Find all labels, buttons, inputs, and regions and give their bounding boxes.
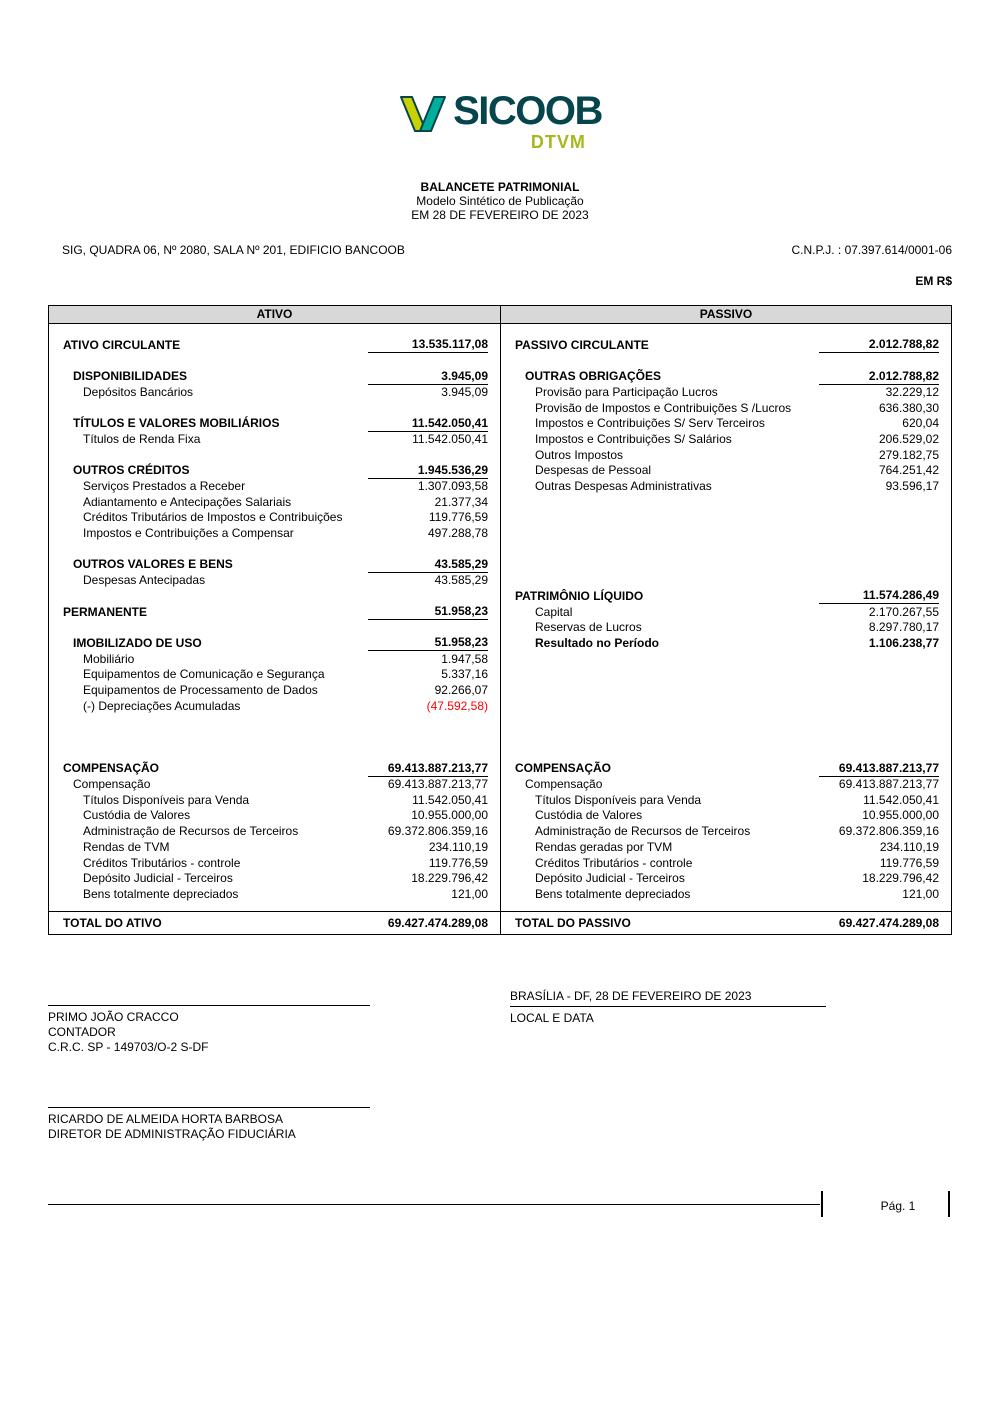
row-label: Impostos e Contribuições S/ Serv Terceiros — [535, 416, 765, 431]
table-row — [49, 557, 500, 573]
row-label: Custódia de Valores — [83, 808, 191, 823]
total-passivo-label: TOTAL DO PASSIVO — [515, 915, 631, 930]
row-value: 11.574.286,49 — [819, 589, 939, 604]
row-value: 10.955.000,00 — [411, 808, 488, 823]
row-value: 69.413.887.213,77 — [819, 762, 939, 777]
spacer-row — [501, 541, 951, 557]
row-label: Adiantamento e Antecipações Salariais — [83, 494, 292, 509]
document-title: BALANCETE PATRIMONIAL — [420, 180, 580, 194]
row-label: OUTRAS OBRIGAÇÕES — [525, 369, 662, 384]
row-label: Rendas geradas por TVM — [535, 839, 673, 854]
row-label: Equipamentos de Comunicação e Segurança — [83, 667, 325, 682]
table-row — [49, 855, 500, 871]
address-row — [48, 243, 952, 257]
signer2-name: RICARDO DE ALMEIDA HORTA BARBOSA — [48, 1112, 283, 1126]
page-number: Pág. 1 — [880, 1199, 916, 1213]
table-row — [501, 588, 951, 604]
document-subtitle: Modelo Sintético de Publicação — [416, 194, 584, 208]
table-row — [501, 619, 951, 635]
row-label: Compensação — [525, 777, 603, 792]
signature-block-diretor — [48, 1107, 370, 1142]
row-value: 1.945.536,29 — [368, 464, 488, 479]
table-row — [49, 525, 500, 541]
signature-line — [48, 1005, 370, 1006]
table-row — [49, 792, 500, 808]
row-label: Capital — [535, 604, 573, 619]
row-value: 69.413.887.213,77 — [368, 762, 488, 777]
table-row — [49, 870, 500, 886]
row-label: Títulos Disponíveis para Venda — [83, 792, 250, 807]
table-row — [49, 478, 500, 494]
table-row — [49, 666, 500, 682]
table-row — [49, 651, 500, 667]
table-row — [501, 886, 951, 902]
table-row — [49, 761, 500, 777]
row-value: 32.229,12 — [885, 384, 939, 399]
row-label: COMPENSAÇÃO — [63, 761, 160, 776]
row-label: Depósito Judicial - Terceiros — [83, 871, 233, 886]
table-row — [501, 478, 951, 494]
total-ativo-label: TOTAL DO ATIVO — [63, 915, 162, 930]
logo-area — [0, 90, 1000, 152]
row-value: (47.592,58) — [426, 698, 488, 713]
row-value: 51.958,23 — [368, 636, 488, 651]
table-row — [49, 808, 500, 824]
row-value: 119.776,59 — [879, 855, 939, 870]
local-date-block — [510, 989, 826, 1026]
row-value: 8.297.780,17 — [868, 620, 939, 635]
row-value: 121,00 — [451, 886, 488, 901]
ativo-column — [49, 324, 500, 911]
row-value: 11.542.050,41 — [863, 792, 939, 807]
spacer-row — [49, 400, 500, 416]
row-value: 2.012.788,82 — [819, 370, 939, 385]
row-label: COMPENSAÇÃO — [515, 761, 612, 776]
row-value: 10.955.000,00 — [862, 808, 939, 823]
row-label: Títulos de Renda Fixa — [83, 431, 201, 446]
table-row — [501, 337, 951, 353]
row-value: 18.229.796,42 — [411, 871, 488, 886]
table-body — [49, 324, 951, 911]
currency-label: EM R$ — [915, 274, 952, 288]
row-value: 69.372.806.359,16 — [387, 824, 488, 839]
row-label: Créditos Tributários - controle — [83, 855, 241, 870]
footer-rule — [48, 1204, 820, 1205]
table-row — [501, 870, 951, 886]
row-value: 13.535.117,08 — [368, 338, 488, 353]
row-label: Títulos Disponíveis para Venda — [535, 792, 702, 807]
row-value: 92.266,07 — [434, 682, 488, 697]
table-row — [501, 431, 951, 447]
table-row — [501, 823, 951, 839]
table-row — [49, 635, 500, 651]
row-label: Resultado no Período — [535, 635, 660, 650]
row-value: 51.958,23 — [368, 605, 488, 620]
row-label: (-) Depreciações Acumuladas — [83, 698, 241, 713]
total-ativo-value: 69.427.474.289,08 — [387, 915, 488, 930]
row-value: 2.170.267,55 — [868, 604, 939, 619]
ativo-column-header: ATIVO — [256, 307, 293, 321]
table-row — [501, 776, 951, 792]
table-row — [501, 761, 951, 777]
row-label: Equipamentos de Processamento de Dados — [83, 682, 318, 697]
row-label: PATRIMÔNIO LÍQUIDO — [515, 588, 644, 603]
row-label: Créditos Tributários de Impostos e Contribuições — [83, 510, 343, 525]
row-label: Despesas de Pessoal — [535, 463, 652, 478]
table-row — [49, 494, 500, 510]
table-row — [49, 384, 500, 400]
row-label: Compensação — [73, 777, 151, 792]
total-passivo-row — [500, 912, 951, 934]
logo-text — [453, 90, 602, 152]
row-label: Mobiliário — [83, 651, 135, 666]
total-passivo-value: 69.427.474.289,08 — [838, 915, 939, 930]
row-label: Reservas de Lucros — [535, 620, 642, 635]
company-address: SIG, QUADRA 06, Nº 2080, SALA Nº 201, EDIFICIO BANCOOB — [62, 243, 405, 257]
logo-brand-text: SICOOB — [453, 89, 602, 133]
row-label: Serviços Prestados a Receber — [83, 479, 246, 494]
spacer-row — [49, 714, 500, 730]
row-label: IMOBILIZADO DE USO — [73, 635, 202, 650]
row-label: TÍTULOS E VALORES MOBILIÁRIOS — [73, 416, 280, 431]
row-label: Provisão de Impostos e Contribuições S /Lucros — [535, 400, 792, 415]
row-label: Créditos Tributários - controle — [535, 855, 693, 870]
row-value: 21.377,34 — [434, 494, 488, 509]
sicoob-v-icon — [398, 94, 448, 134]
spacer-row — [49, 588, 500, 604]
row-value: 69.372.806.359,16 — [838, 824, 939, 839]
spacer-row — [49, 353, 500, 369]
spacer-row — [501, 494, 951, 510]
signer2-role: DIRETOR DE ADMINISTRAÇÃO FIDUCIÁRIA — [48, 1127, 296, 1141]
row-label: Outros Impostos — [535, 447, 624, 462]
row-value: 93.596,17 — [885, 479, 939, 494]
row-value: 2.012.788,82 — [819, 338, 939, 353]
footer-tick-right — [948, 1191, 950, 1217]
table-row — [501, 368, 951, 384]
spacer-row — [49, 447, 500, 463]
row-label: Bens totalmente depreciados — [535, 886, 691, 901]
row-label: Depósito Judicial - Terceiros — [535, 871, 685, 886]
signer1-name: PRIMO JOÃO CRACCO — [48, 1010, 179, 1024]
table-row — [49, 776, 500, 792]
table-row — [501, 855, 951, 871]
row-value: 119.776,59 — [428, 855, 488, 870]
row-label: Bens totalmente depreciados — [83, 886, 239, 901]
sicoob-dtvm-logo — [398, 90, 602, 152]
row-value: 497.288,78 — [427, 526, 488, 541]
row-value: 206.529,02 — [878, 431, 939, 446]
document-date: EM 28 DE FEVEREIRO DE 2023 — [411, 208, 589, 222]
table-row — [49, 463, 500, 479]
signature-block-contador — [48, 1005, 370, 1055]
spacer-row — [501, 682, 951, 698]
table-row — [49, 572, 500, 588]
table-row — [49, 431, 500, 447]
row-value: 43.585,29 — [368, 558, 488, 573]
signer1-crc: C.R.C. SP - 149703/O-2 S-DF — [48, 1040, 209, 1054]
row-value: 43.585,29 — [434, 573, 488, 588]
row-label: ATIVO CIRCULANTE — [63, 337, 181, 352]
table-row — [49, 510, 500, 526]
spacer-row — [501, 510, 951, 526]
row-label: Provisão para Participação Lucros — [535, 384, 718, 399]
spacer-row — [49, 745, 500, 761]
spacer-row — [49, 619, 500, 635]
table-row — [501, 415, 951, 431]
document-titles — [0, 180, 1000, 222]
balance-sheet-table — [48, 305, 952, 935]
table-header-row — [49, 306, 951, 324]
row-label: Despesas Antecipadas — [83, 573, 206, 588]
row-value: 11.542.050,41 — [368, 417, 488, 432]
signature-line — [48, 1107, 370, 1108]
row-label: PERMANENTE — [63, 604, 148, 619]
row-value: 3.945,09 — [441, 384, 488, 399]
table-row — [49, 698, 500, 714]
row-value: 620,04 — [902, 416, 939, 431]
row-value: 69.413.887.213,77 — [387, 777, 488, 792]
row-label: OUTROS CRÉDITOS — [73, 463, 190, 478]
local-date-label: LOCAL E DATA — [510, 1011, 594, 1025]
row-label: Outras Despesas Administrativas — [535, 479, 712, 494]
table-row — [501, 463, 951, 479]
spacer-row — [501, 525, 951, 541]
row-value: 18.229.796,42 — [862, 871, 939, 886]
table-row — [501, 604, 951, 620]
local-date-line — [510, 1006, 826, 1007]
row-value: 3.945,09 — [368, 370, 488, 385]
row-label: Impostos e Contribuições a Compensar — [83, 526, 294, 541]
row-label: DISPONIBILIDADES — [73, 369, 188, 384]
company-cnpj: C.N.P.J. : 07.397.614/0001-06 — [791, 243, 952, 257]
table-row — [49, 823, 500, 839]
row-label: Depósitos Bancários — [83, 384, 194, 399]
table-row — [49, 415, 500, 431]
table-row — [49, 337, 500, 353]
spacer-row — [49, 729, 500, 745]
local-date-text: BRASÍLIA - DF, 28 DE FEVEREIRO DE 2023 — [510, 989, 752, 1003]
row-value: 11.542.050,41 — [412, 792, 488, 807]
table-row — [501, 792, 951, 808]
table-row — [49, 839, 500, 855]
passivo-column — [500, 324, 951, 911]
spacer-row — [501, 714, 951, 730]
table-row — [501, 808, 951, 824]
row-label: Impostos e Contribuições S/ Salários — [535, 431, 732, 446]
logo-subbrand-text: DTVM — [530, 132, 586, 152]
row-value: 636.380,30 — [878, 400, 939, 415]
table-row — [49, 682, 500, 698]
spacer-row — [501, 572, 951, 588]
row-value: 5.337,16 — [441, 667, 488, 682]
row-value: 1.947,58 — [441, 651, 488, 666]
table-row — [501, 400, 951, 416]
row-value: 1.106.238,77 — [868, 635, 939, 650]
row-value: 69.413.887.213,77 — [838, 777, 939, 792]
table-row — [501, 384, 951, 400]
footer-tick-left — [821, 1191, 823, 1217]
row-value: 234.110,19 — [879, 839, 939, 854]
spacer-row — [501, 745, 951, 761]
row-label: OUTROS VALORES E BENS — [73, 557, 233, 572]
row-value: 1.307.093,58 — [417, 479, 488, 494]
totals-row — [49, 911, 951, 934]
table-row — [49, 604, 500, 620]
passivo-column-header: PASSIVO — [500, 306, 951, 323]
row-label: Custódia de Valores — [535, 808, 643, 823]
total-ativo-row — [49, 912, 500, 934]
row-value: 11.542.050,41 — [412, 431, 488, 446]
spacer-row — [501, 353, 951, 369]
spacer-row — [501, 557, 951, 573]
row-value: 234.110,19 — [428, 839, 488, 854]
row-value: 121,00 — [902, 886, 939, 901]
table-row — [501, 635, 951, 651]
spacer-row — [501, 729, 951, 745]
table-row — [501, 839, 951, 855]
spacer-row — [49, 541, 500, 557]
row-label: Administração de Recursos de Terceiros — [83, 824, 299, 839]
spacer-row — [501, 651, 951, 667]
row-label: Administração de Recursos de Terceiros — [535, 824, 751, 839]
spacer-row — [501, 698, 951, 714]
row-value: 279.182,75 — [878, 447, 939, 462]
row-value: 119.776,59 — [428, 510, 488, 525]
table-row — [49, 368, 500, 384]
spacer-row — [501, 666, 951, 682]
signer1-role: CONTADOR — [48, 1025, 116, 1039]
row-value: 764.251,42 — [878, 463, 939, 478]
table-row — [49, 886, 500, 902]
row-label: Rendas de TVM — [83, 839, 170, 854]
row-label: PASSIVO CIRCULANTE — [515, 337, 649, 352]
table-row — [501, 447, 951, 463]
